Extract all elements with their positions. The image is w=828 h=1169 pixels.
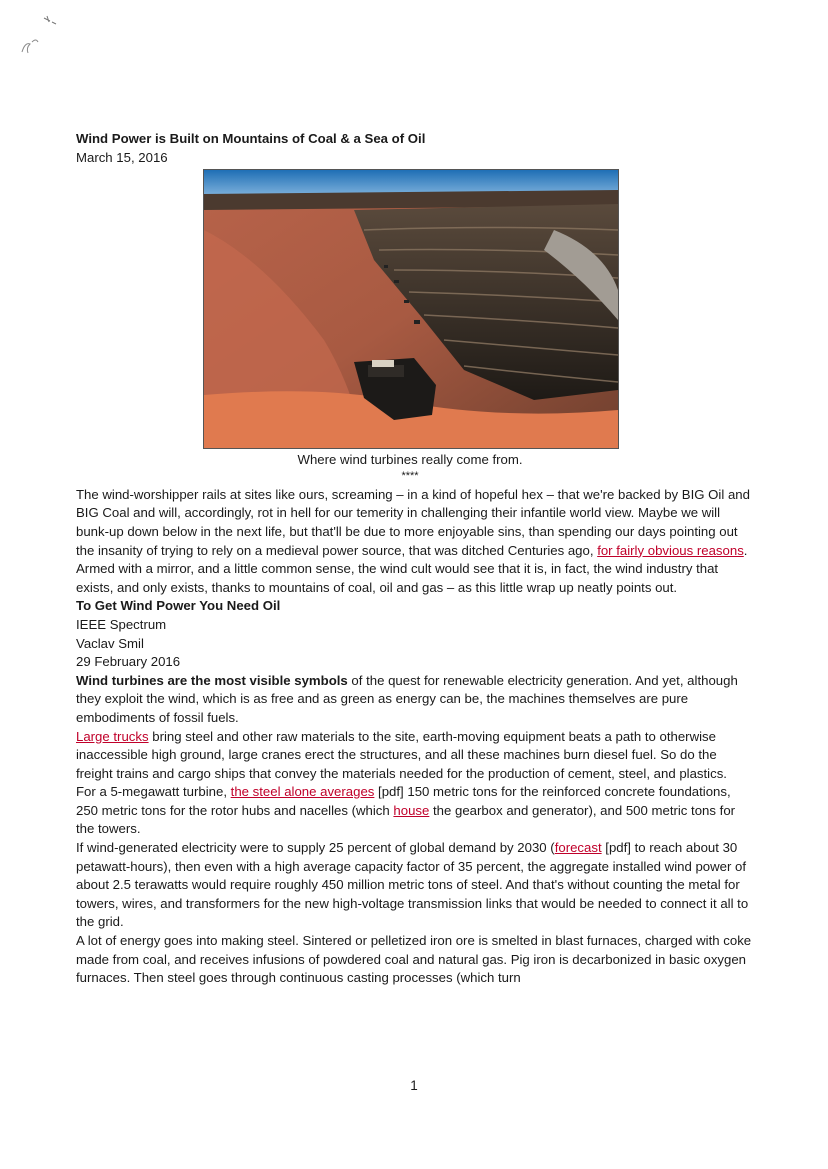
forecast-link[interactable]: forecast [554, 840, 602, 856]
intro-paragraph-2: Armed with a mirror, and a little common sense, the wind cult would see that it is, in fact, the wind industry that exists, and only exists, thanks to mountains of coal, oil and gas – as this little wrap up neatly points out. [76, 561, 719, 595]
coal-mine-photo [203, 169, 619, 449]
source-author: Vaclav Smil [76, 635, 144, 651]
fairly-obvious-reasons-link[interactable]: for fairly obvious reasons [597, 542, 744, 558]
source-publication: IEEE Spectrum [76, 616, 167, 632]
body-p3-start: For a 5-megawatt turbine, [76, 784, 231, 800]
figure-caption: Where wind turbines really come from. [297, 452, 523, 468]
page-number: 1 [410, 1078, 418, 1093]
body-paragraph-2 [76, 728, 756, 784]
house-link[interactable]: house [393, 802, 430, 818]
body-lead-bold: Wind turbines are the most visible symbols [76, 672, 348, 688]
large-trucks-link[interactable]: Large trucks [76, 728, 149, 744]
body-p3-mid: [pdf] 150 metric tons for the reinforced concrete foundations, 250 metric tons for the rotor hubs and nacelles (which [76, 784, 731, 818]
source-date: 29 February 2016 [76, 654, 181, 670]
steel-averages-link[interactable]: the steel alone averages [230, 784, 375, 800]
body-paragraph-4 [76, 839, 756, 932]
body-p2-text: bring steel and other raw materials to the site, earth-moving equipment beats a path to otherwise inaccessible high ground, large cranes erect the structures, and all these machines burn diesel fuel. So do the freight trains and cargo ships that convey the materials needed for the production of cement, steel, and plastics. [76, 728, 727, 781]
separator-stars: **** [401, 469, 419, 482]
body-paragraph-3 [76, 783, 756, 839]
body-p1-text: of the quest for renewable electricity generation. And yet, although they exploit the wind, which is as free and as green as energy can be, the machines themselves are pure embodiments of fossil fuels. [76, 672, 738, 725]
body-p4-end: [pdf] to reach about 30 petawatt-hours), then even with a high average capacity factor of 35 percent, the aggregate installed wind power of about 2.5 terawatts would require roughly 450 million metric tons of steel. And that's without counting the metal for towers, wires, and transformers for the new high-voltage transmission links that would be needed to connect it all to the grid. [76, 840, 749, 930]
article-date: March 15, 2016 [76, 149, 168, 165]
body-paragraph-5: A lot of energy goes into making steel. Sintered or pelletized iron ore is smelted in blast furnaces, charged with coke made from coal, and receives infusions of powdered coal and natural gas. Pig iron is decarbonized in basic oxygen furnaces. Then steel goes through continuous casting processes (which turn [76, 933, 752, 986]
intro-paragraph-1 [76, 486, 756, 560]
intro-period: . [743, 542, 748, 558]
document-page [76, 130, 756, 988]
source-heading: To Get Wind Power You Need Oil [76, 598, 281, 614]
body-p3-end: the gearbox and generator), and 500 metric tons for the towers. [76, 802, 736, 837]
article-title: Wind Power is Built on Mountains of Coal & a Sea of Oil [76, 131, 426, 146]
intro-text: The wind-worshipper rails at sites like ours, screaming – in a kind of hopeful hex – that we're backed by BIG Oil and BIG Coal and will, accordingly, rot in hell for our temerity in challenging their infantile world view. Maybe we will bunk-up down below in the next life, but that'll be due to more enjoyable sins, than spending our days pointing out the insanity of trying to rely on a medieval power source, that was ditched Centuries ago, [76, 486, 750, 558]
body-paragraph-1 [76, 672, 756, 728]
figure [203, 169, 617, 482]
handwritten-scribble [14, 12, 64, 57]
body-p4-start: If wind-generated electricity were to supply 25 percent of global demand by 2030 ( [76, 840, 555, 856]
